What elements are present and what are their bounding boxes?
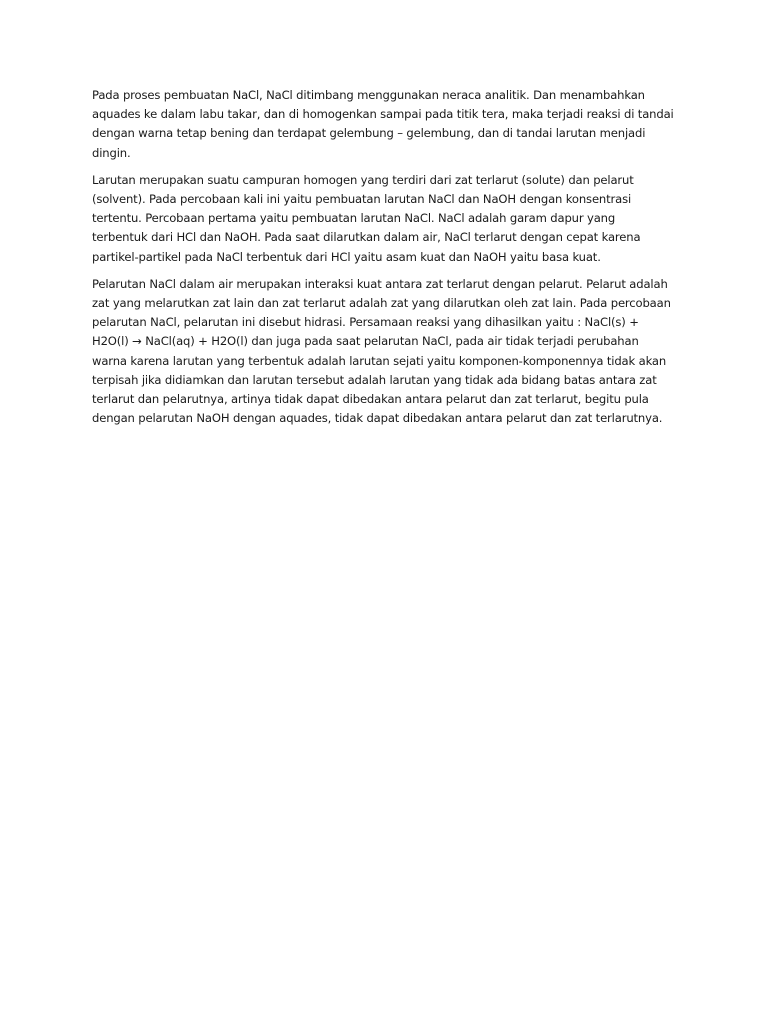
paragraph-nacl-dissolution: Pelarutan NaCl dalam air merupakan interaksi kuat antara zat terlarut dengan pelarut. Pelarut adalah zat yang melarutkan zat lain dan zat terlarut adalah zat yang dilarutkan oleh zat lain. Pada percobaan pelarutan NaCl, pelarutan ini disebut hidrasi. Persamaan reaksi yang dihasilkan yaitu : NaCl(s) + H2O(l) → NaCl(aq) + H2O(l) dan juga pada saat pelarutan NaCl, pada air tidak terjadi perubahan warna karena larutan yang terbentuk adalah larutan sejati yaitu komponen-komponennya tidak akan terpisah jika didiamkan dan larutan tersebut adalah larutan yang tidak ada bidang batas antara zat terlarut dan pelarutnya, artinya tidak dapat dibedakan antara pelarut dan zat terlarut, begitu pula dengan pelarutan NaOH dengan aquades, tidak dapat dibedakan antara pelarut dan zat terlarutnya. — [92, 276, 671, 426]
paragraph-solution-definition: Larutan merupakan suatu campuran homogen yang terdiri dari zat terlarut (solute) dan pelarut (solvent). Pada percobaan kali ini yaitu pembuatan larutan NaCl dan NaOH dengan konsentrasi tertentu. Percobaan pertama yaitu pembuatan larutan NaCl. NaCl adalah garam dapur yang terbentuk dari HCl dan NaOH. Pada saat dilarutkan dalam air, NaCl terlarut dengan cepat karena partikel-partikel pada NaCl terbentuk dari HCl yaitu asam kuat dan NaOH yaitu basa kuat. — [92, 172, 641, 264]
document-body — [92, 86, 674, 436]
paragraph-nacl-process: Pada proses pembuatan NaCl, NaCl ditimbang menggunakan neraca analitik. Dan menambahkan aquades ke dalam labu takar, dan di homogenkan sampai pada titik tera, maka terjadi reaksi di tandai dengan warna tetap bening dan terdapat gelembung – gelembung, dan di tandai larutan menjadi dingin. — [92, 88, 674, 160]
